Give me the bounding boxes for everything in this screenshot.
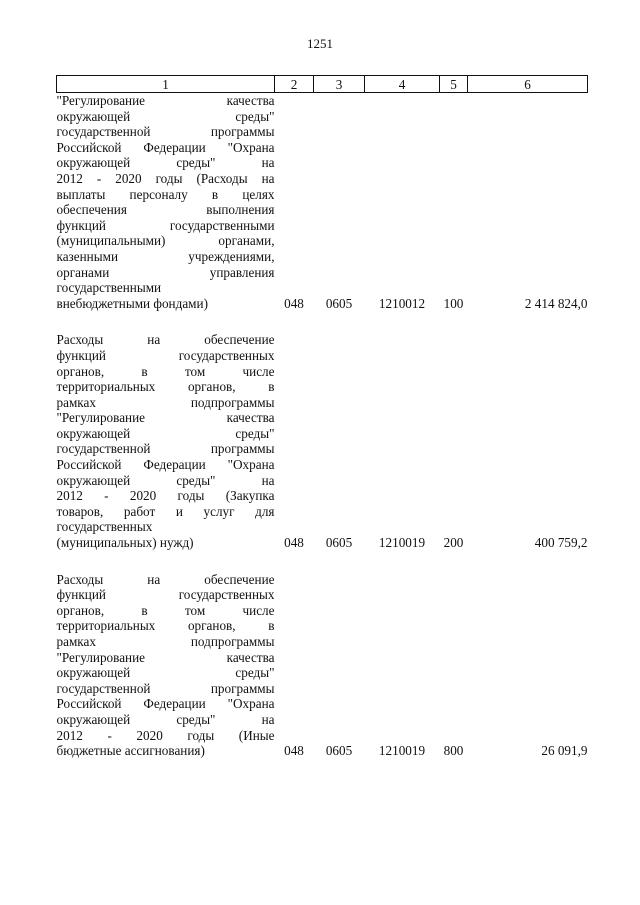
- expense-type-code: 800: [443, 743, 464, 759]
- description-line: функций государственными: [56, 217, 275, 233]
- row-description: [57, 332, 275, 550]
- description-line: "Регулирование качества: [56, 93, 275, 108]
- description-line: функций государственных: [56, 347, 275, 363]
- header-col-5: 5: [440, 76, 468, 93]
- ministry-code: 048: [284, 295, 304, 311]
- description-line: обеспечения выполнения: [56, 202, 275, 218]
- description-line: Расходы на обеспечение: [56, 332, 275, 348]
- header-col-3: 3: [314, 76, 365, 93]
- amount-value: 26 091,9: [541, 743, 588, 759]
- description-line: "Регулирование качества: [56, 410, 275, 426]
- amount-value: 400 759,2: [534, 535, 588, 551]
- section-code: 0605: [325, 535, 353, 551]
- description-line: казенными учреждениями,: [56, 248, 275, 264]
- row-spacer: [57, 551, 588, 572]
- description-line: Российской Федерации "Охрана: [56, 696, 275, 712]
- description-line: Российской Федерации "Охрана: [56, 139, 275, 155]
- description-line: окружающей среды" на: [56, 472, 275, 488]
- description-line: окружающей среды": [56, 108, 275, 124]
- header-col-4: 4: [365, 76, 440, 93]
- amount-value: 2 414 824,0: [524, 295, 588, 311]
- expense-type-code: 200: [443, 535, 464, 551]
- header-col-2: 2: [275, 76, 314, 93]
- header-row: [57, 76, 588, 93]
- description-line: органов, в том числе: [56, 602, 275, 618]
- description-line: товаров, работ и услуг для: [56, 503, 275, 519]
- header-col-6: 6: [468, 76, 588, 93]
- description-line: 2012 - 2020 годы (Закупка: [56, 488, 275, 504]
- description-line: выплаты персоналу в целях: [56, 186, 275, 202]
- target-article-code: 1210019: [378, 743, 426, 759]
- row-spacer: [57, 311, 588, 332]
- description-line: Расходы на обеспечение: [56, 571, 275, 587]
- description-line: Российской Федерации "Охрана: [56, 457, 275, 473]
- description-line: органов, в том числе: [56, 363, 275, 379]
- page-number: 1251: [307, 36, 333, 51]
- table-row: [57, 332, 588, 550]
- description-line: государственной программы: [56, 124, 275, 140]
- description-line: окружающей среды": [56, 665, 275, 681]
- description-line: окружающей среды" на: [56, 711, 275, 727]
- expense-type-code: 100: [443, 295, 464, 311]
- target-article-code: 1210012: [378, 295, 426, 311]
- description-line: окружающей среды": [56, 425, 275, 441]
- description-line: 2012 - 2020 годы (Расходы на: [56, 170, 275, 186]
- description-line: государственной программы: [56, 680, 275, 696]
- description-line: рамках подпрограммы: [56, 394, 275, 410]
- description-line: бюджетные ассигнования): [56, 743, 205, 759]
- description-line: территориальных органов, в: [56, 379, 275, 395]
- row-description: [57, 93, 275, 312]
- description-line: внебюджетными фондами): [56, 295, 208, 311]
- description-line: государственными: [56, 280, 162, 296]
- header-col-1: 1: [57, 76, 275, 93]
- description-line: (муниципальных) нужд): [56, 535, 194, 551]
- description-line: органами управления: [56, 264, 275, 280]
- table-row: [57, 572, 588, 759]
- description-line: территориальных органов, в: [56, 618, 275, 634]
- target-article-code: 1210019: [378, 535, 426, 551]
- description-line: рамках подпрограммы: [56, 634, 275, 649]
- ministry-code: 048: [284, 535, 304, 551]
- table-row: [57, 93, 588, 312]
- description-line: 2012 - 2020 годы (Иные: [56, 727, 275, 743]
- row-description: [57, 572, 275, 759]
- section-code: 0605: [325, 743, 353, 759]
- description-line: (муниципальными) органами,: [56, 233, 275, 249]
- section-code: 0605: [325, 295, 353, 311]
- description-line: окружающей среды" на: [56, 155, 275, 171]
- description-line: "Регулирование качества: [56, 649, 275, 665]
- description-line: функций государственных: [56, 587, 275, 603]
- description-line: государственных: [56, 519, 153, 535]
- ministry-code: 048: [284, 743, 304, 759]
- budget-table: [56, 75, 588, 759]
- description-line: государственной программы: [56, 441, 275, 457]
